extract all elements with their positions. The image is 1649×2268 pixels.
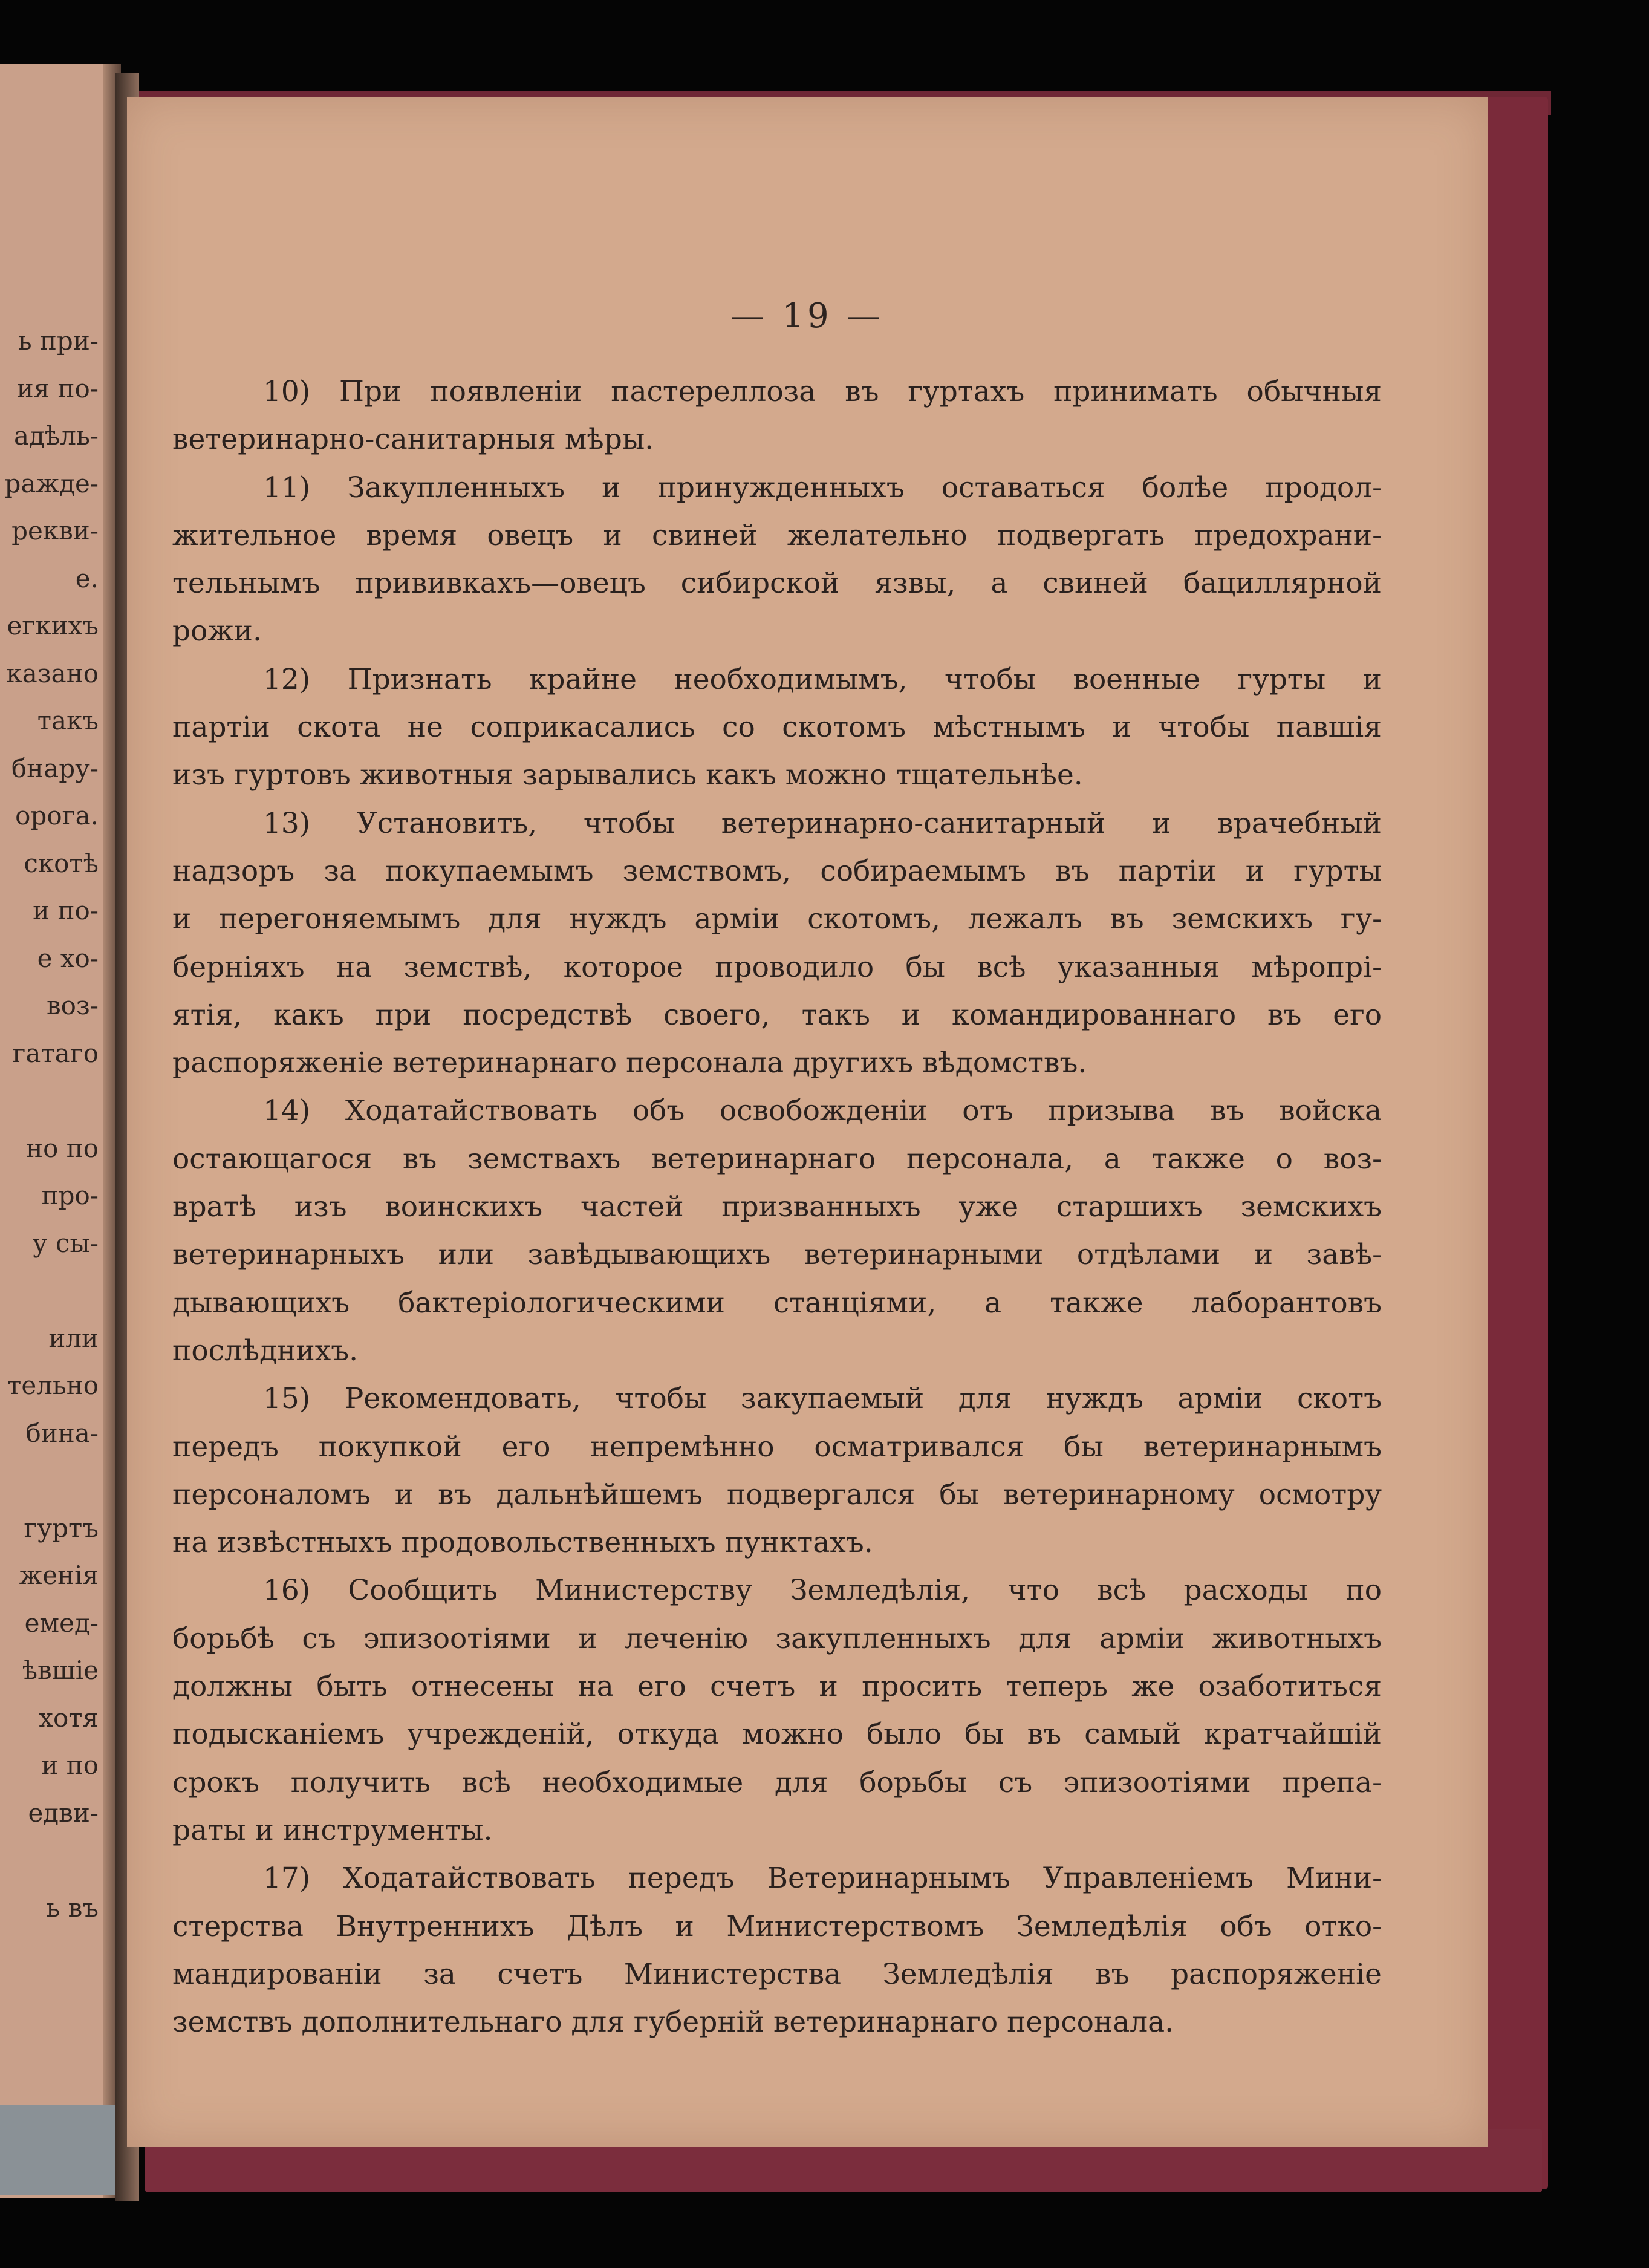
facing-page-line: казано bbox=[6, 658, 99, 688]
facing-page-line: орога. bbox=[15, 801, 99, 830]
facing-page-line: е. bbox=[75, 563, 99, 593]
facing-page-line: такъ bbox=[37, 706, 99, 735]
text-line: на извѣстныхъ продовольственныхъ пунктахъ. bbox=[172, 1526, 873, 1560]
facing-page-line: емед- bbox=[24, 1608, 99, 1638]
text-line: берніяхъ на земствѣ, которое проводило бы всѣ указанныя мѣропрі- bbox=[172, 950, 1382, 984]
text-line: 13) Установить, чтобы ветеринарно-санитарный и врачебный bbox=[263, 806, 1382, 840]
facing-page-line: или bbox=[48, 1323, 99, 1353]
text-line: распоряженіе ветеринарнаго персонала другихъ вѣдомствъ. bbox=[172, 1046, 1087, 1080]
facing-page-line: воз- bbox=[46, 991, 99, 1020]
page-body-text bbox=[172, 368, 1382, 2046]
facing-page-left bbox=[0, 64, 118, 2198]
text-line: надзоръ за покупаемымъ земствомъ, собираемымъ въ партіи и гурты bbox=[172, 854, 1382, 888]
facing-page-line: едви- bbox=[28, 1797, 99, 1828]
facing-page-line: ия по- bbox=[16, 373, 99, 403]
facing-page-line: тельно bbox=[7, 1370, 99, 1400]
text-line: должны быть отнесены на его счетъ и просить теперь же озаботиться bbox=[172, 1670, 1382, 1704]
facing-page-line: но по bbox=[26, 1133, 99, 1163]
text-line: ветеринарныхъ или завѣдывающихъ ветеринарными отдѣлами и завѣ- bbox=[172, 1238, 1382, 1272]
text-line: и перегоняемымъ для нуждъ арміи скотомъ, лежалъ въ земскихъ гу- bbox=[172, 902, 1382, 936]
facing-page-line: гуртъ bbox=[24, 1513, 99, 1543]
text-line: ятія, какъ при посредствѣ своего, такъ и командированнаго въ его bbox=[172, 998, 1382, 1032]
facing-page-line: и по- bbox=[33, 896, 99, 925]
facing-page-line: рекви- bbox=[11, 516, 99, 546]
text-line: передъ покупкой его непремѣнно осматривался бы ветеринарнымъ bbox=[172, 1430, 1382, 1464]
facing-page-line: ь въ bbox=[46, 1892, 99, 1923]
facing-page-line bbox=[5, 1457, 99, 1505]
facing-page-line: про- bbox=[41, 1181, 99, 1210]
text-line: изъ гуртовъ животныя зарывались какъ можно тщательнѣе. bbox=[172, 758, 1083, 792]
text-line: ветеринарно-санитарныя мѣры. bbox=[172, 423, 654, 457]
text-line: срокъ получить всѣ необходимые для борьбы съ эпизоотіями препа- bbox=[172, 1765, 1382, 1799]
facing-page-line: у сы- bbox=[32, 1228, 99, 1258]
text-line: мандированіи за счетъ Министерства Земледѣлія въ распоряженіе bbox=[172, 1957, 1382, 1991]
text-line: тельнымъ прививкахъ—овецъ сибирской язвы, а свиней бациллярной bbox=[172, 567, 1382, 601]
text-line: 16) Сообщить Министерству Земледѣлія, что всѣ расходы по bbox=[263, 1574, 1382, 1608]
text-line: 12) Признать крайне необходимымъ, чтобы военные гурты и bbox=[263, 662, 1382, 696]
facing-page-line bbox=[5, 1837, 99, 1885]
facing-page-line: гатаго bbox=[12, 1038, 99, 1068]
facing-page-line: бнару- bbox=[11, 753, 99, 783]
text-line: 15) Рекомендовать, чтобы закупаемый для нуждъ арміи скотъ bbox=[263, 1382, 1382, 1416]
text-line: персоналомъ и въ дальнѣйшемъ подвергался бы ветеринарному осмотру bbox=[172, 1478, 1382, 1511]
facing-page-line: ь при- bbox=[18, 326, 99, 356]
text-line: 11) Закупленныхъ и принужденныхъ оставаться болѣе продол- bbox=[263, 471, 1382, 504]
text-line: жительное время овецъ и свиней желательно подвергать предохрани- bbox=[172, 518, 1382, 552]
text-line: подысканіемъ учрежденій, откуда можно было бы въ самый кратчайшій bbox=[172, 1718, 1382, 1752]
text-line: земствъ дополнительнаго для губерній ветеринарнаго персонала. bbox=[172, 2006, 1174, 2039]
text-line: вратѣ изъ воинскихъ частей призванныхъ уже старшихъ земскихъ bbox=[172, 1190, 1382, 1224]
facing-page-line: хотя bbox=[39, 1703, 99, 1733]
facing-page-line bbox=[5, 1267, 99, 1315]
text-line: остающагося въ земствахъ ветеринарнаго персонала, а также о воз- bbox=[172, 1142, 1382, 1176]
facing-page-line: адѣль- bbox=[14, 421, 99, 451]
page-number: — 19 — bbox=[730, 296, 885, 336]
facing-page-line bbox=[5, 1077, 99, 1125]
binding-cloth bbox=[0, 2105, 121, 2195]
text-line: дывающихъ бактеріологическими станціями, а также лаборантовъ bbox=[172, 1286, 1382, 1320]
text-line: послѣднихъ. bbox=[172, 1334, 359, 1367]
facing-page-line: егкихъ bbox=[7, 611, 99, 640]
facing-page-line: и по bbox=[41, 1750, 99, 1780]
facing-page-line: е хо- bbox=[37, 943, 99, 973]
text-line: рожи. bbox=[172, 614, 262, 648]
facing-page-text bbox=[5, 318, 99, 1932]
facing-page-line: женія bbox=[19, 1560, 99, 1590]
text-line: 10) При появленіи пастереллоза въ гуртахъ принимать обычныя bbox=[263, 375, 1382, 408]
text-line: раты и инструменты. bbox=[172, 1813, 493, 1847]
facing-page-line: бина- bbox=[25, 1418, 99, 1448]
text-line: 14) Ходатайствовать объ освобожденіи отъ призыва въ войска bbox=[263, 1094, 1382, 1128]
text-line: борьбѣ съ эпизоотіями и леченію закупленныхъ для арміи животныхъ bbox=[172, 1621, 1382, 1655]
page-19 bbox=[127, 97, 1488, 2147]
text-line: партіи скота не соприкасались со скотомъ мѣстнымъ и чтобы павшія bbox=[172, 711, 1382, 745]
facing-page-line: ѣвшіе bbox=[22, 1655, 99, 1685]
facing-page-line: скотѣ bbox=[24, 848, 99, 878]
text-line: стерства Внутреннихъ Дѣлъ и Министерствомъ Земледѣлія объ отко- bbox=[172, 1909, 1382, 1943]
text-line: 17) Ходатайствовать передъ Ветеринарнымъ Управленіемъ Мини- bbox=[263, 1862, 1382, 1895]
facing-page-line: ражде- bbox=[4, 468, 99, 498]
